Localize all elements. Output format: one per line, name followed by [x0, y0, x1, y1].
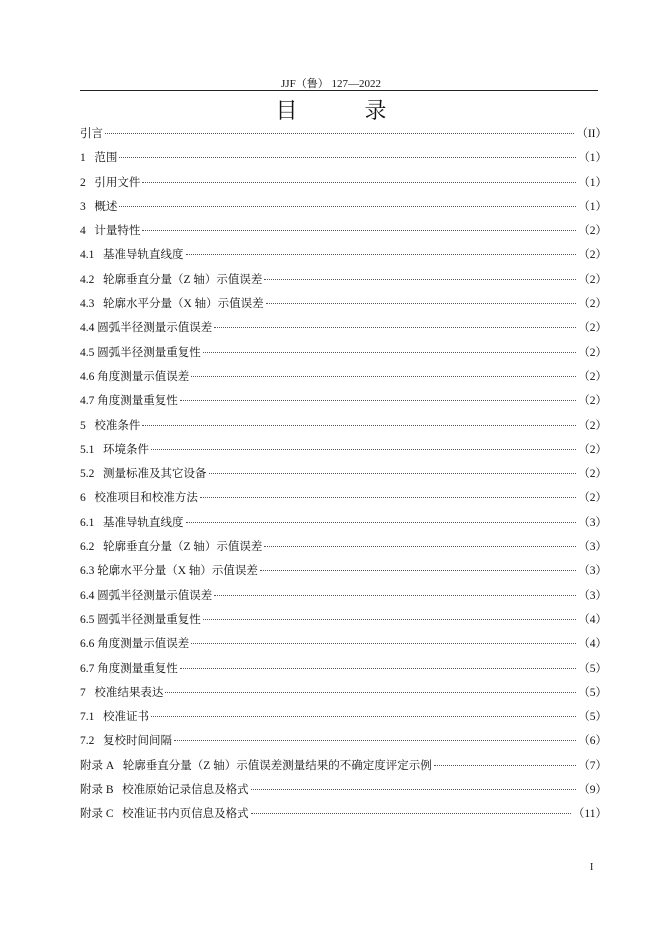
dot-leader: [119, 157, 576, 158]
toc-entry[interactable]: [80, 587, 607, 611]
toc-entry-page: （2）: [578, 419, 607, 432]
toc-entry[interactable]: [80, 368, 607, 392]
dot-leader: [142, 230, 576, 231]
toc-entry[interactable]: [80, 514, 607, 538]
toc-entry[interactable]: [80, 295, 607, 319]
toc-entry[interactable]: [80, 465, 607, 489]
dot-leader: [209, 473, 577, 474]
toc-entry[interactable]: [80, 246, 607, 270]
header-rule: [80, 90, 598, 91]
toc-entry-page: （9）: [578, 784, 607, 797]
toc-entry[interactable]: [80, 660, 607, 684]
toc-entry-label: 1 范围: [80, 152, 118, 165]
toc-entry-label: 4.5 圆弧半径测量重复性: [80, 346, 201, 359]
dot-leader: [434, 765, 577, 766]
document-code: JJF（鲁） 127—2022: [281, 78, 381, 90]
toc-entry-label: 6.4 圆弧半径测量示值误差: [80, 589, 213, 602]
toc-entry-label: 6.1 基准导轨直线度: [80, 516, 184, 529]
toc-entry-page: （2）: [578, 298, 607, 311]
toc-entry[interactable]: [80, 757, 607, 781]
toc-entry-label: 附录 B 校准原始记录信息及格式: [80, 784, 249, 797]
dot-leader: [264, 279, 576, 280]
toc-entry-page: （II）: [576, 128, 607, 140]
toc-entry-page: （2）: [578, 346, 607, 359]
toc-entry-page: （2）: [578, 225, 607, 238]
toc-entry[interactable]: [80, 708, 607, 732]
toc-entry-page: （2）: [578, 370, 607, 383]
toc-entry-label: 6 校准项目和校准方法: [80, 492, 198, 505]
dot-leader: [203, 352, 577, 353]
dot-leader: [200, 497, 576, 498]
toc-entry-label: 6.7 角度测量重复性: [80, 662, 178, 675]
toc-entry-label: 2 引用文件: [80, 176, 141, 189]
toc-entry-page: （6）: [578, 735, 607, 748]
toc-entry-page: （2）: [578, 322, 607, 335]
toc-entry[interactable]: [80, 781, 607, 805]
toc-entry[interactable]: [80, 732, 607, 756]
dot-leader: [264, 546, 576, 547]
dot-leader: [165, 692, 576, 693]
toc-entry-page: （5）: [578, 711, 607, 724]
dot-leader: [266, 303, 577, 304]
toc-entry[interactable]: [80, 562, 607, 586]
toc-entry-label: 6.6 角度测量示值误差: [80, 638, 190, 651]
toc-entry[interactable]: [80, 417, 607, 441]
dot-leader: [186, 522, 577, 523]
toc-entry[interactable]: [80, 222, 607, 246]
toc-entry[interactable]: [80, 125, 607, 149]
toc-entry-page: （1）: [578, 152, 607, 165]
page-number: I: [590, 862, 594, 873]
table-of-contents: [80, 125, 607, 830]
toc-entry-label: 6.3 轮廓水平分量（X 轴）示值误差: [80, 565, 258, 578]
toc-entry-label: 3 概述: [80, 200, 118, 213]
toc-entry[interactable]: [80, 441, 607, 465]
toc-entry[interactable]: [80, 489, 607, 513]
page-title: 目 录: [275, 99, 417, 124]
toc-entry[interactable]: [80, 805, 607, 829]
toc-entry[interactable]: [80, 198, 607, 222]
toc-entry-label: 6.2 轮廓垂直分量（Z 轴）示值误差: [80, 541, 263, 554]
dot-leader: [180, 668, 577, 669]
toc-entry-label: 4.1 基准导轨直线度: [80, 249, 184, 262]
toc-entry[interactable]: [80, 538, 607, 562]
toc-entry-label: 5 校准条件: [80, 419, 141, 432]
toc-entry-label: 4.7 角度测量重复性: [80, 395, 178, 408]
toc-entry-page: （2）: [578, 395, 607, 408]
dot-leader: [251, 813, 571, 814]
toc-entry-page: （2）: [578, 443, 607, 456]
toc-entry-page: （1）: [578, 176, 607, 189]
dot-leader: [119, 206, 576, 207]
toc-entry-page: （1）: [578, 200, 607, 213]
toc-entry-label: 7 校准结果表达: [80, 686, 164, 699]
toc-entry-page: （2）: [578, 273, 607, 286]
dot-leader: [151, 716, 576, 717]
toc-entry-label: 附录 C 校准证书内页信息及格式: [80, 808, 249, 821]
toc-entry-page: （7）: [578, 759, 607, 772]
dot-leader: [105, 133, 574, 134]
toc-entry-page: （11）: [572, 808, 607, 821]
toc-entry[interactable]: [80, 319, 607, 343]
dot-leader: [251, 789, 577, 790]
dot-leader: [214, 595, 576, 596]
toc-entry-page: （3）: [578, 541, 607, 554]
dot-leader: [142, 182, 576, 183]
toc-entry[interactable]: [80, 344, 607, 368]
toc-entry-label: 4.6 角度测量示值误差: [80, 370, 190, 383]
toc-entry-label: 4 计量特性: [80, 225, 141, 238]
toc-entry-page: （2）: [578, 249, 607, 262]
toc-entry-label: 4.3 轮廓水平分量（X 轴）示值误差: [80, 298, 264, 311]
toc-entry-page: （3）: [578, 516, 607, 529]
toc-entry-label: 4.4 圆弧半径测量示值误差: [80, 322, 213, 335]
toc-entry-page: （4）: [578, 613, 607, 626]
toc-entry[interactable]: [80, 149, 607, 173]
toc-entry-page: （4）: [578, 638, 607, 651]
toc-entry-page: （5）: [578, 662, 607, 675]
dot-leader: [191, 643, 576, 644]
dot-leader: [260, 570, 576, 571]
toc-entry-label: 附录 A 轮廓垂直分量（Z 轴）示值误差测量结果的不确定度评定示例: [80, 759, 432, 772]
toc-entry-page: （3）: [578, 589, 607, 602]
toc-entry-label: 6.5 圆弧半径测量重复性: [80, 613, 201, 626]
dot-leader: [214, 327, 576, 328]
dot-leader: [142, 425, 576, 426]
toc-entry-label: 7.1 校准证书: [80, 711, 149, 724]
dot-leader: [151, 449, 576, 450]
toc-entry-label: 引言: [80, 128, 103, 140]
dot-leader: [203, 619, 577, 620]
toc-entry-label: 5.1 环境条件: [80, 443, 149, 456]
toc-entry-label: 7.2 复校时间间隔: [80, 735, 172, 748]
toc-entry[interactable]: [80, 271, 607, 295]
dot-leader: [191, 376, 576, 377]
dot-leader: [180, 400, 577, 401]
dot-leader: [174, 740, 576, 741]
toc-entry-label: 5.2 测量标准及其它设备: [80, 468, 207, 481]
toc-entry-label: 4.2 轮廓垂直分量（Z 轴）示值误差: [80, 273, 263, 286]
toc-entry[interactable]: [80, 635, 607, 659]
toc-entry-page: （2）: [578, 492, 607, 505]
dot-leader: [186, 254, 577, 255]
toc-entry-page: （3）: [578, 565, 607, 578]
toc-entry[interactable]: [80, 684, 607, 708]
toc-entry[interactable]: [80, 611, 607, 635]
toc-entry[interactable]: [80, 392, 607, 416]
toc-entry-page: （5）: [578, 686, 607, 699]
toc-entry-page: （2）: [578, 468, 607, 481]
toc-entry[interactable]: [80, 174, 607, 198]
